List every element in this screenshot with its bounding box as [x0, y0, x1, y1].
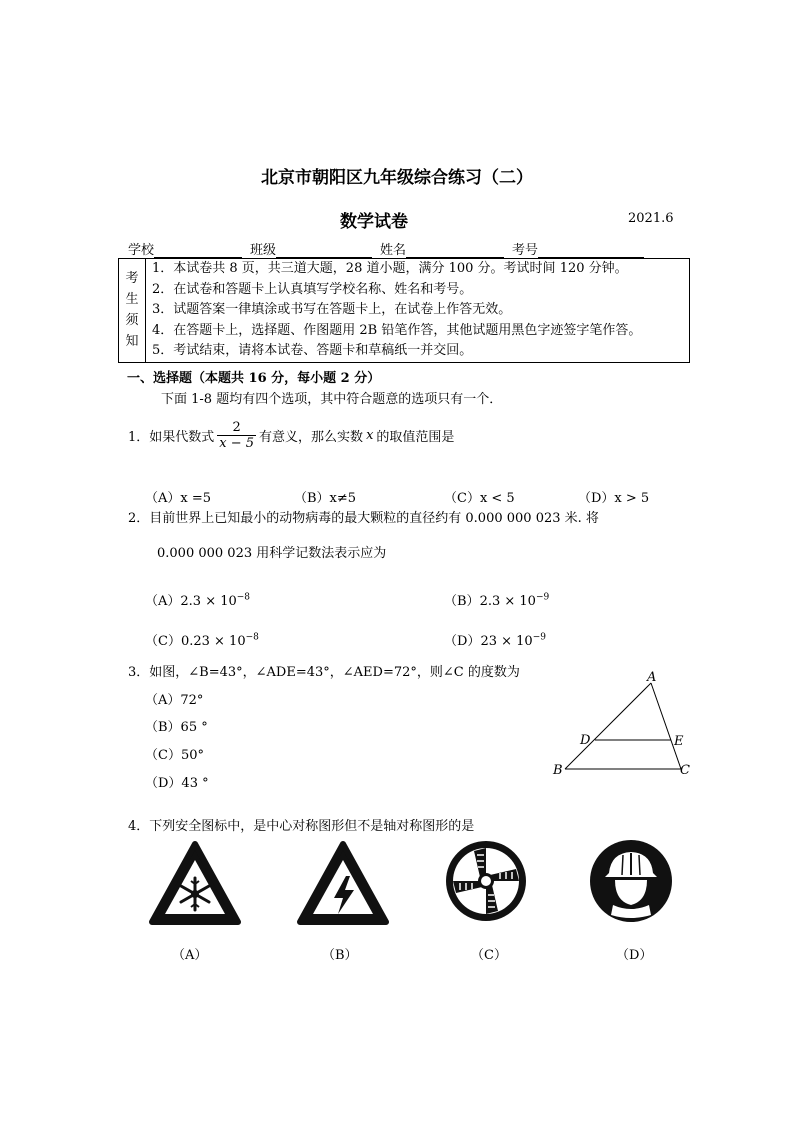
- fraction: $\frac{2}{x - 5}$: [219, 420, 255, 451]
- notice-label: 考 生 须 知: [119, 259, 146, 363]
- q3-option-b[interactable]: （B）65 °: [145, 720, 208, 735]
- section-note: 下面 1-8 题均有四个选项，其中符合题意的选项只有一个．: [161, 392, 503, 407]
- notice-item: 4．在答题卡上，选择题、作图题用 2B 铅笔作答，其他试题用黑色字迹签字笔作答。: [152, 322, 642, 338]
- q2-option-d[interactable]: $(D)23 \times 10^{-9}$: [444, 632, 546, 649]
- snowflake-warning-icon[interactable]: [148, 840, 242, 926]
- point-label-b: B: [553, 763, 563, 778]
- notice-item: 3．试题答案一律填涂或书写在答题卡上，在试卷上作答无效。: [152, 302, 512, 318]
- q4-option-b[interactable]: （B）: [322, 948, 358, 963]
- point-label-e: E: [674, 734, 684, 749]
- point-label-a: A: [647, 670, 657, 685]
- class-field[interactable]: 班级: [250, 239, 380, 258]
- q4-option-d[interactable]: （D）: [616, 948, 653, 963]
- exam-date: 2021.6: [628, 211, 674, 226]
- exam-title: 北京市朝阳区九年级综合练习（二）: [261, 168, 533, 188]
- point-label-c: C: [680, 763, 690, 778]
- q1-option-c[interactable]: （C）x < 5: [444, 491, 515, 506]
- q4-option-c[interactable]: （C）: [471, 948, 507, 963]
- section-title: 一、选择题（本题共 16 分，每小题 2 分）: [127, 371, 381, 386]
- exam-subtitle: 数学试卷: [340, 212, 408, 232]
- fan-icon[interactable]: [444, 839, 528, 923]
- question-3: 3．如图，∠B=43°，∠ADE=43°，∠AED=72°，则∠C 的度数为: [128, 665, 520, 680]
- q2-option-a[interactable]: $(A)2.3 \times 10^{-8}$: [145, 592, 251, 609]
- school-field[interactable]: 学校: [128, 239, 250, 258]
- question-1: 1．如果代数式 $\frac{2}{x - 5}$ 有意义，那么实数 x 的取值范围是: [128, 420, 455, 451]
- q1-option-a[interactable]: （A）x =5: [145, 491, 212, 506]
- question-4: 4．下列安全图标中，是中心对称图形但不是轴对称图形的是: [128, 819, 475, 834]
- point-label-d: D: [580, 733, 591, 748]
- q3-option-c[interactable]: （C）50°: [145, 748, 204, 763]
- q1-option-b[interactable]: （B）x≠5: [294, 491, 357, 506]
- notice-item: 5．考试结束，请将本试卷、答题卡和草稿纸一并交回。: [152, 343, 473, 359]
- name-field[interactable]: 姓名: [380, 239, 512, 258]
- notice-item: 1．本试卷共 8 页，共三道大题，28 道小题，满分 100 分。考试时间 120 分钟。: [152, 261, 628, 276]
- q4-option-a[interactable]: （A）: [172, 948, 208, 963]
- student-info-row: [128, 239, 644, 258]
- exam-number-field[interactable]: 考号: [512, 239, 644, 258]
- notice-box: [118, 258, 690, 363]
- question-2-line-2: 0.000 000 023 用科学记数法表示应为: [157, 546, 387, 561]
- q3-triangle-diagram: [540, 670, 700, 785]
- notice-items: [146, 259, 690, 363]
- q2-option-c[interactable]: $(C)0.23 \times 10^{-8}$: [145, 632, 259, 649]
- electric-warning-icon[interactable]: [296, 840, 390, 926]
- q1-option-d[interactable]: （D）x > 5: [578, 491, 650, 506]
- notice-item: 2．在试卷和答题卡上认真填写学校名称、姓名和考号。: [152, 281, 473, 297]
- question-2-line-1: 2．目前世界上已知最小的动物病毒的最大颗粒的直径约有 0.000 000 023 米. 将: [128, 511, 599, 526]
- q3-option-a[interactable]: （A）72°: [145, 693, 204, 708]
- q2-option-b[interactable]: $(B)2.3 \times 10^{-9}$: [444, 592, 550, 609]
- helmet-icon[interactable]: [589, 839, 673, 923]
- q3-option-d[interactable]: （D）43 °: [145, 776, 209, 791]
